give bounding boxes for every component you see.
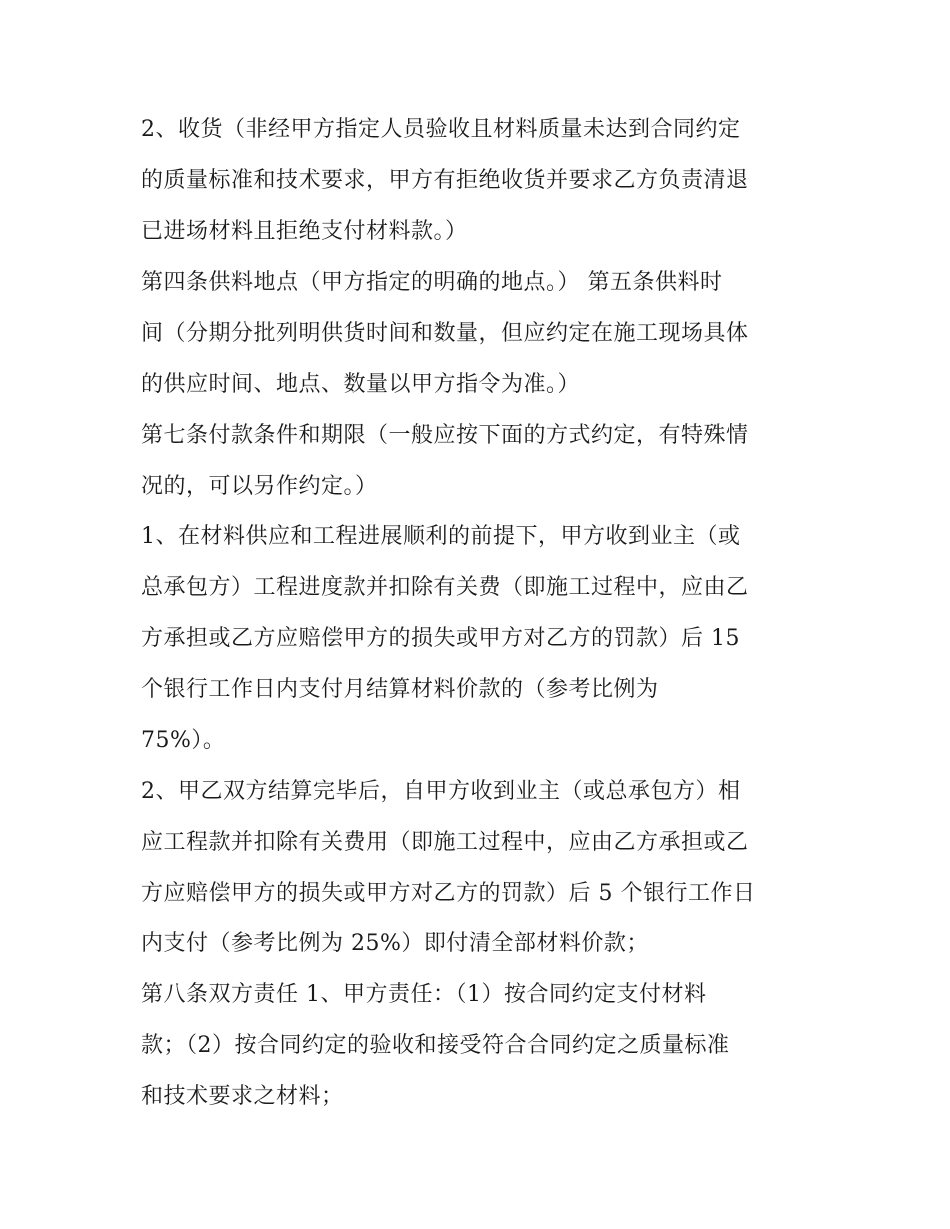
text-line: 第四条供料地点（甲方指定的明确的地点。） 第五条供料时 <box>141 270 723 295</box>
text-line: 内支付（参考比例为 25%）即付清全部材料价款； <box>141 931 649 956</box>
text-line: 的质量标准和技术要求，甲方有拒绝收货并要求乙方负责清退 <box>141 168 749 193</box>
text-line: 况的，可以另作约定。） <box>141 474 378 499</box>
text-line: 已进场材料且拒绝支付材料款。） <box>141 219 468 244</box>
text-line: 第八条双方责任 1、甲方责任：（1）按合同约定支付材料 <box>141 982 707 1007</box>
text-line: 2、甲乙双方结算完毕后，自甲方收到业主（或总承包方）相 <box>141 779 741 804</box>
text-line: 间（分期分批列明供货时间和数量，但应约定在施工现场具体 <box>141 321 749 346</box>
text-line: 方承担或乙方应赔偿甲方的损失或甲方对乙方的罚款）后 15 <box>141 626 740 651</box>
text-line: 75%）。 <box>141 728 226 753</box>
text-line: 个银行工作日内支付月结算材料价款的（参考比例为 <box>141 677 659 702</box>
text-line: 总承包方）工程进度款并扣除有关费（即施工过程中，应由乙 <box>141 575 749 600</box>
text-line: 和技术要求之材料； <box>141 1084 344 1109</box>
text-line: 2、收货（非经甲方指定人员验收且材料质量未达到合同约定 <box>141 117 741 142</box>
text-line: 款；（2）按合同约定的验收和接受符合合同约定之质量标准 <box>141 1033 730 1058</box>
text-line: 应工程款并扣除有关费用（即施工过程中，应由乙方承担或乙 <box>141 830 749 855</box>
text-line: 方应赔偿甲方的损失或甲方对乙方的罚款）后 5 个银行工作日 <box>141 881 756 906</box>
text-line: 第七条付款条件和期限（一般应按下面的方式约定，有特殊情 <box>141 423 749 448</box>
text-line: 1、在材料供应和工程进展顺利的前提下，甲方收到业主（或 <box>141 524 741 549</box>
text-line: 的供应时间、地点、数量以甲方指令为准。） <box>141 372 581 397</box>
